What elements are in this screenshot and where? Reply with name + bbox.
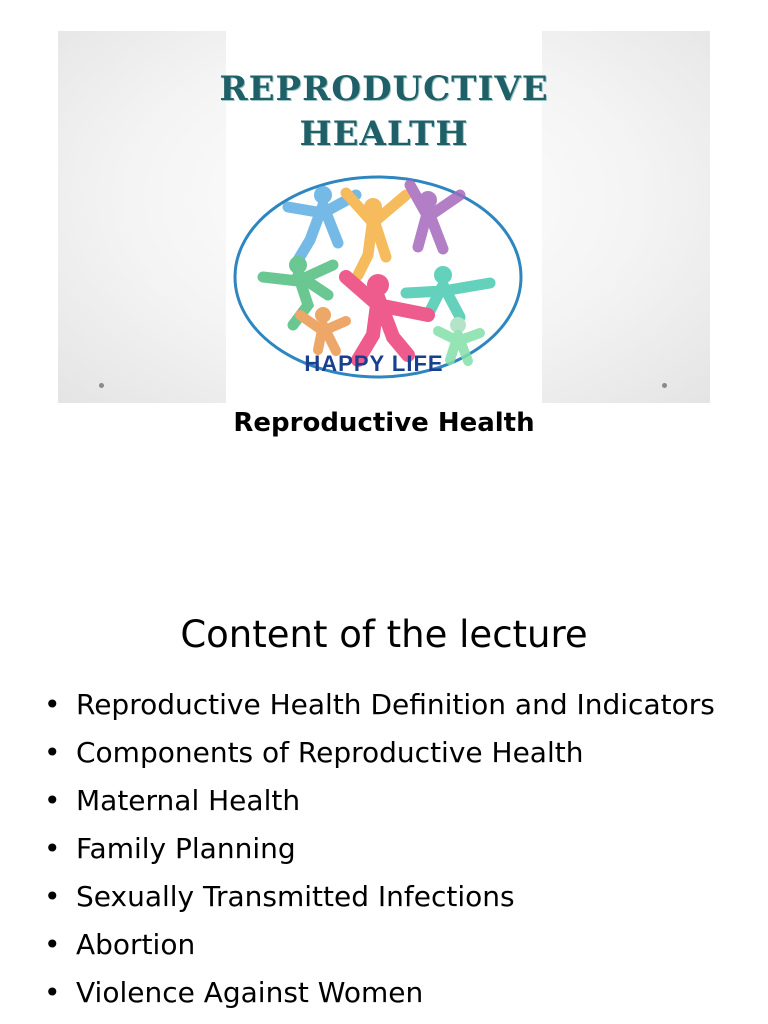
- list-item-label: Abortion: [76, 928, 196, 961]
- list-item-label: Reproductive Health Definition and Indicators: [76, 688, 715, 721]
- jumping-figures: [263, 185, 490, 361]
- bullet-icon: •: [44, 976, 61, 1009]
- slide-marker-dot-right: [662, 383, 667, 388]
- list-item: [40, 923, 740, 971]
- list-item-label: Violence Against Women: [76, 976, 424, 1009]
- list-item-label: Family Planning: [76, 832, 296, 865]
- list-item: [40, 971, 740, 1019]
- image-title-line1: REPRODUCTIVE: [219, 69, 549, 109]
- list-item: [40, 779, 740, 827]
- reproductive-health-image: [58, 31, 710, 403]
- image-title-line2: HEALTH: [299, 114, 469, 154]
- slide1-caption: Reproductive Health: [233, 408, 535, 438]
- bullet-icon: •: [44, 832, 61, 865]
- list-item: [40, 827, 740, 875]
- bullet-icon: •: [44, 880, 61, 913]
- bullet-icon: •: [44, 784, 61, 817]
- lecture-content-list: [40, 683, 740, 1019]
- bullet-icon: •: [44, 736, 61, 769]
- bullet-icon: •: [44, 928, 61, 961]
- list-item: [40, 683, 740, 731]
- list-item: [40, 731, 740, 779]
- bullet-icon: •: [44, 688, 61, 721]
- list-item-label: Maternal Health: [76, 784, 301, 817]
- list-item-label: Sexually Transmitted Infections: [76, 880, 515, 913]
- slide2-title: Content of the lecture: [180, 613, 588, 656]
- slide-marker-dot-left: [99, 383, 104, 388]
- happy-life-logo-text: HAPPY LIFE: [304, 351, 444, 376]
- list-item-label: Components of Reproductive Health: [76, 736, 584, 769]
- list-item: [40, 875, 740, 923]
